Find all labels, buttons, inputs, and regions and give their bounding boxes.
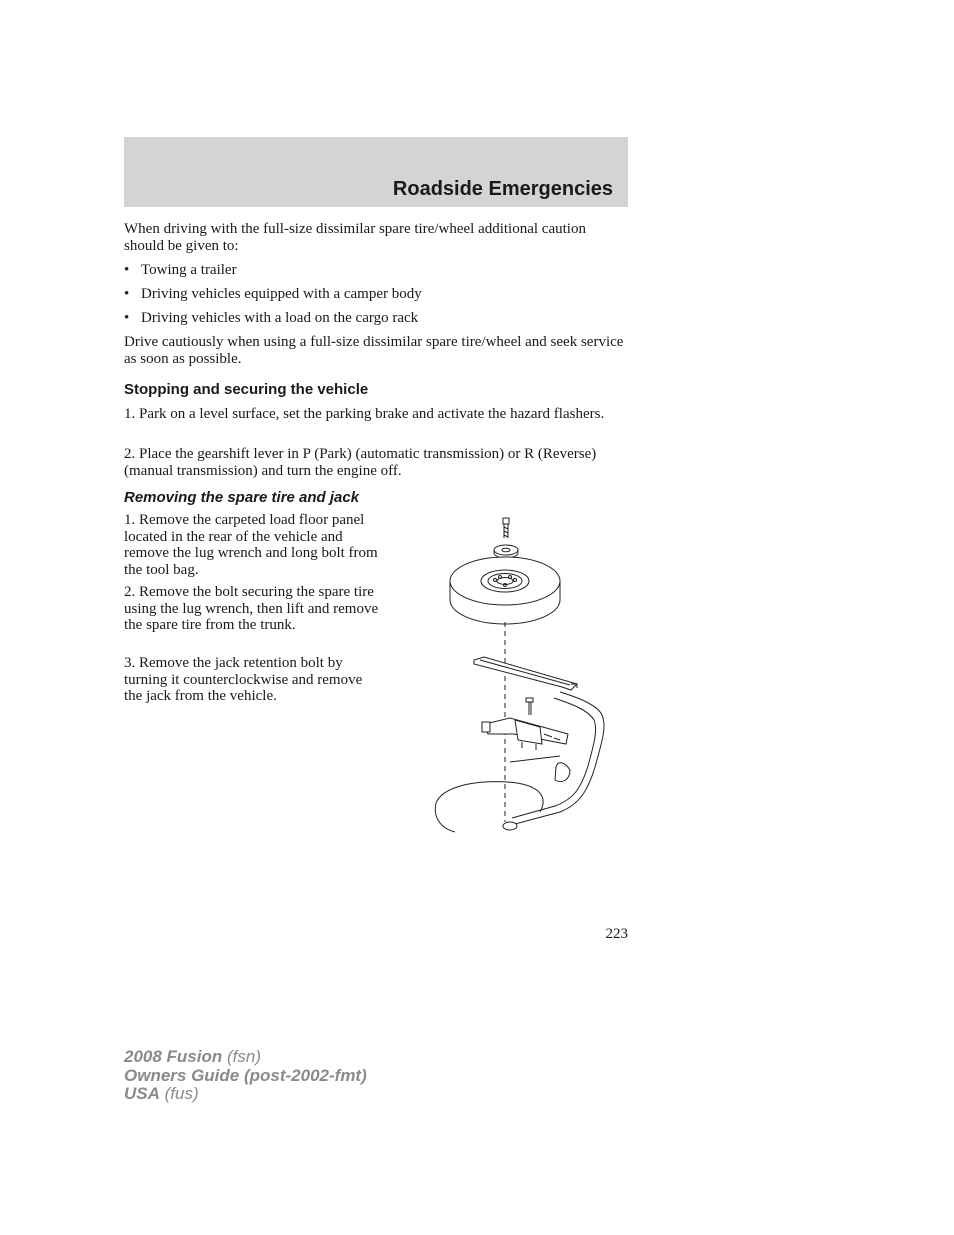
- bullet-icon: •: [124, 286, 130, 302]
- spare-tire-jack-illustration: [430, 512, 615, 840]
- section-header-band: [124, 137, 628, 207]
- bullet-icon: •: [124, 262, 130, 278]
- bullet-text: Towing a trailer: [141, 262, 237, 278]
- lug-wrench-icon: [474, 657, 577, 690]
- washer-icon: [494, 545, 518, 558]
- bullet-icon: •: [124, 310, 130, 326]
- jack-icon: [482, 718, 568, 750]
- document-footer: [124, 1048, 367, 1104]
- bullet-text: Driving vehicles with a load on the cargo rack: [141, 310, 419, 326]
- intro-paragraph: When driving with the full-size dissimilar spare tire/wheel additional caution should be given to:: [124, 221, 586, 254]
- page-number: 223: [605, 926, 628, 942]
- bullet-item: [124, 286, 628, 303]
- spare-tire-icon: [450, 557, 560, 624]
- footer-line-market: USA (fus): [124, 1084, 199, 1103]
- stopping-heading: Stopping and securing the vehicle: [124, 381, 369, 398]
- removing-heading: Removing the spare tire and jack: [124, 489, 360, 506]
- footer-line-guide: Owners Guide (post-2002-fmt): [124, 1065, 367, 1085]
- stopping-step-2: 2. Place the gearshift lever in P (Park) (automatic transmission) or R (Reverse) (manual transmission) and turn the engine off.: [124, 446, 597, 479]
- bullet-item: [124, 310, 628, 327]
- bullet-item: [124, 262, 628, 279]
- stopping-step-1: 1. Park on a level surface, set the parking brake and activate the hazard flashers.: [124, 406, 605, 422]
- bullet-text: Driving vehicles equipped with a camper body: [141, 286, 422, 302]
- jack-bolt-icon: [526, 698, 533, 715]
- removing-step-2: 2. Remove the bolt securing the spare tire using the lug wrench, then lift and remove the spare tire from the trunk.: [124, 584, 379, 633]
- section-title: Roadside Emergencies: [392, 178, 613, 200]
- trunk-well-outline: [435, 692, 604, 832]
- removing-step-3: 3. Remove the jack retention bolt by turning it counterclockwise and remove the jack from the vehicle.: [124, 655, 363, 704]
- bolt-icon: [503, 518, 509, 538]
- removing-step-1: 1. Remove the carpeted load floor panel located in the rear of the vehicle and remove the lug wrench and long bolt from the tool bag.: [124, 512, 378, 578]
- footer-line-model: 2008 Fusion (fsn): [124, 1047, 261, 1066]
- caution-paragraph: Drive cautiously when using a full-size dissimilar spare tire/wheel and seek service as soon as possible.: [124, 334, 624, 367]
